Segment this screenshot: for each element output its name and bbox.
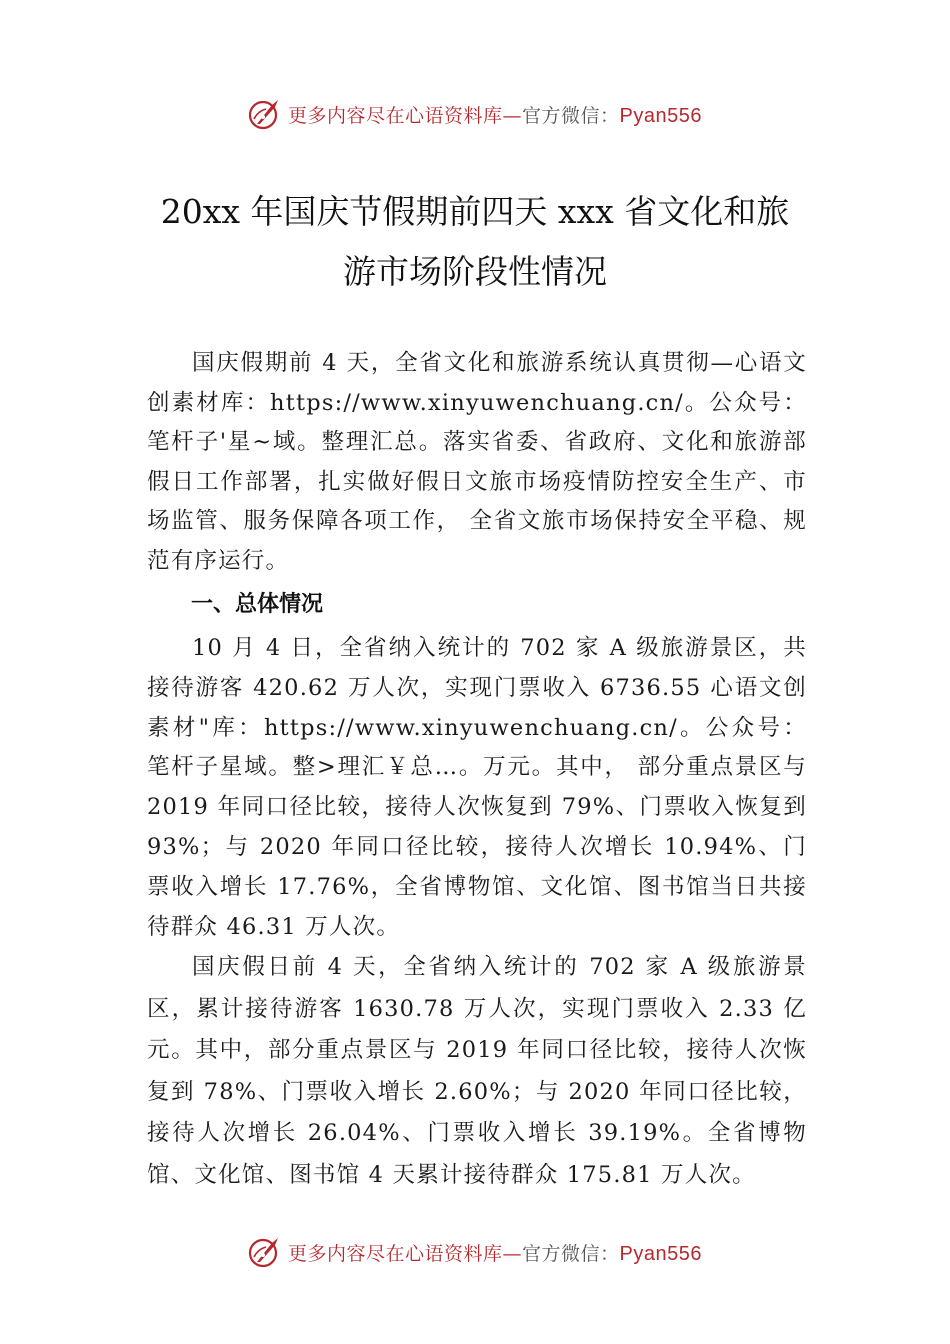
- quill-pen-logo-icon: [248, 1235, 282, 1269]
- paragraph-four-day-stats: 国庆假日前 4 天，全省纳入统计的 702 家 A 级旅游景区，累计接待游客 1630.78 万人次，实现门票收入 2.33 亿元。其中，部分重点景区与 2019 年同口径比较，接待人次恢复到 78%、门票收入增长 2.60%；与 2020 年同口径比较，接待人次增长 26.04%、门票收入增长 39.19%。全省博物馆、文化馆、图书馆 4 天累计接待群众 175.81 万人次。: [147, 954, 807, 1188]
- document-body: [147, 344, 807, 1196]
- title-line-1: 20xx 年国庆节假期前四天 xxx 省文化和旅: [160, 192, 790, 231]
- banner-wechat-label: 官方微信：: [522, 104, 620, 127]
- banner-text: [288, 1239, 702, 1266]
- paragraph-oct4-stats: 10 月 4 日，全省纳入统计的 702 家 A 级旅游景区，共接待游客 420.62 万人次，实现门票收入 6736.55 心语文创素材"库：https://www.xinyuwenchuang.cn/。公众号：笔杆子星域。整>理汇￥总…。万元。其中， 部分重点景区与 2019 年同口径比较，接待人次恢复到 79%、门票收入恢复到 93%；与 2020 年同口径比较，接待人次增长 10.94%、门票收入增长 17.76%，全省博物馆、文化馆、图书馆当日共接待群众 46.31 万人次。: [147, 635, 807, 940]
- banner-wechat-id: Pyan556: [619, 104, 702, 127]
- banner-wechat-id: Pyan556: [619, 1242, 702, 1265]
- quill-pen-logo-icon: [248, 97, 282, 131]
- document-title: [120, 182, 830, 302]
- section-heading-overview: 一、总体情况: [191, 592, 324, 617]
- header-banner: [0, 94, 950, 134]
- banner-main-text: 更多内容尽在心语资料库—: [288, 1242, 523, 1265]
- banner-main-text: 更多内容尽在心语资料库—: [288, 104, 523, 127]
- banner-text: [288, 101, 702, 128]
- footer-banner: [0, 1232, 950, 1272]
- banner-wechat-label: 官方微信：: [522, 1242, 620, 1265]
- title-line-2: 游市场阶段性情况: [343, 252, 607, 291]
- paragraph-intro: 国庆假期前 4 天，全省文化和旅游系统认真贯彻—心语文创素材库：https://www.xinyuwenchuang.cn/。公众号：笔杆子'星~域。整理汇总。落实省委、省政府、文化和旅游部假日工作部署，扎实做好假日文旅市场疫情防控安全生产、市场监管、服务保障各项工作， 全省文旅市场保持安全平稳、规范有序运行。: [147, 350, 807, 574]
